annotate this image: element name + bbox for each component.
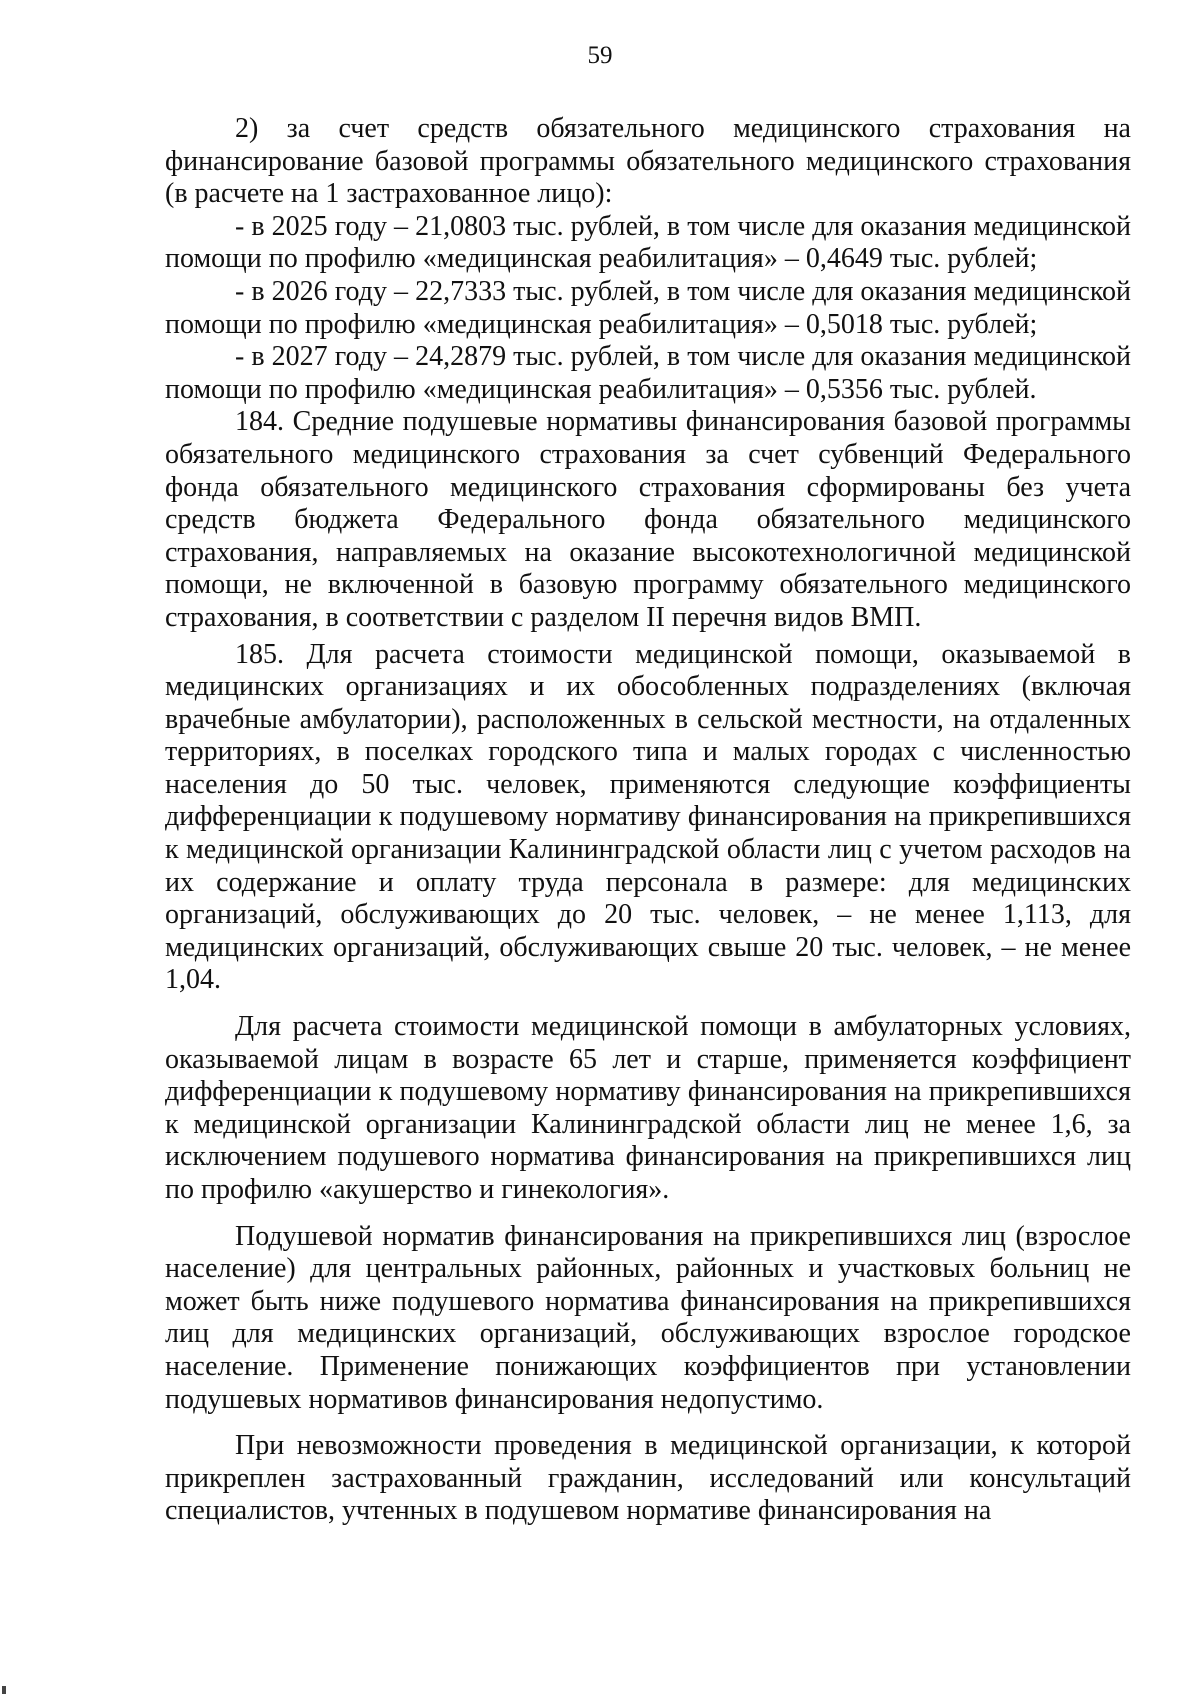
list-item-2025: - в 2025 году – 21,0803 тыс. рублей, в том числе для оказания медицинской помощи по профилю «медицинская реабилитация» – 0,4649 тыс. рублей; xyxy=(165,210,1131,275)
list-item-2026: - в 2026 году – 22,7333 тыс. рублей, в том числе для оказания медицинской помощи по профилю «медицинская реабилитация» – 0,5018 тыс. рублей; xyxy=(165,275,1131,340)
paragraph-185: 185. Для расчета стоимости медицинской помощи, оказываемой в медицинских организациях и их обособленных подразделениях (включая врачебные амбулатории), расположенных в сельской местности, на отдаленных территориях, в поселках городского типа и малых городах с численностью населения до 50 тыс. человек, применяются следующие коэффициенты дифференциации к подушевому нормативу финансирования на прикрепившихся к медицинской организации Калининградской области лиц с учетом расходов на их содержание и оплату труда персонала в размере: для медицинских организаций, обслуживающих до 20 тыс. человек, – не менее 1,113, для медицинских организаций, обслуживающих свыше 20 тыс. человек, – не менее 1,04. xyxy=(165,638,1131,996)
paragraph-financing-intro: 2) за счет средств обязательного медицинского страхования на финансирование базовой программы обязательного медицинского страхования (в расчете на 1 застрахованное лицо): xyxy=(165,113,1131,210)
page-number: 59 xyxy=(587,42,613,69)
list-item-2027: - в 2027 году – 24,2879 тыс. рублей, в том числе для оказания медицинской помощи по профилю «медицинская реабилитация» – 0,5356 тыс. рублей. xyxy=(165,341,1131,405)
scan-artifact xyxy=(2,1686,6,1694)
document-body xyxy=(165,113,1131,1528)
paragraph-impossibility: При невозможности проведения в медицинской организации, к которой прикреплен застрахованный гражданин, исследований или консультаций специалистов, учтенных в подушевом нормативе финансирования на xyxy=(165,1430,1131,1527)
paragraph-ambulatory-65: Для расчета стоимости медицинской помощи в амбулаторных условиях, оказываемой лицам в возрасте 65 лет и старше, применяется коэффициент дифференциации к подушевому нормативу финансирования на прикрепившихся к медицинской организации Калининградской области лиц не менее 1,6, за исключением подушевого норматива финансирования на прикрепившихся лиц по профилю «акушерство и гинекология». xyxy=(165,1011,1131,1205)
paragraph-per-capita-norm: Подушевой норматив финансирования на прикрепившихся лиц (взрослое население) для центральных районных, районных и участковых больниц не может быть ниже подушевого норматива финансирования на прикрепившихся лиц для медицинских организаций, обслуживающих взрослое городское население. Применение понижающих коэффициентов при установлении подушевых нормативов финансирования недопустимо. xyxy=(165,1220,1131,1415)
paragraph-184: 184. Средние подушевые нормативы финансирования базовой программы обязательного медицинского страхования за счет субвенций Федерального фонда обязательного медицинского страхования сформированы без учета средств бюджета Федерального фонда обязательного медицинского страхования, направляемых на оказание высокотехнологичной медицинской помощи, не включенной в базовую программу обязательного медицинского страхования, в соответствии с разделом II перечня видов ВМП. xyxy=(165,406,1131,633)
